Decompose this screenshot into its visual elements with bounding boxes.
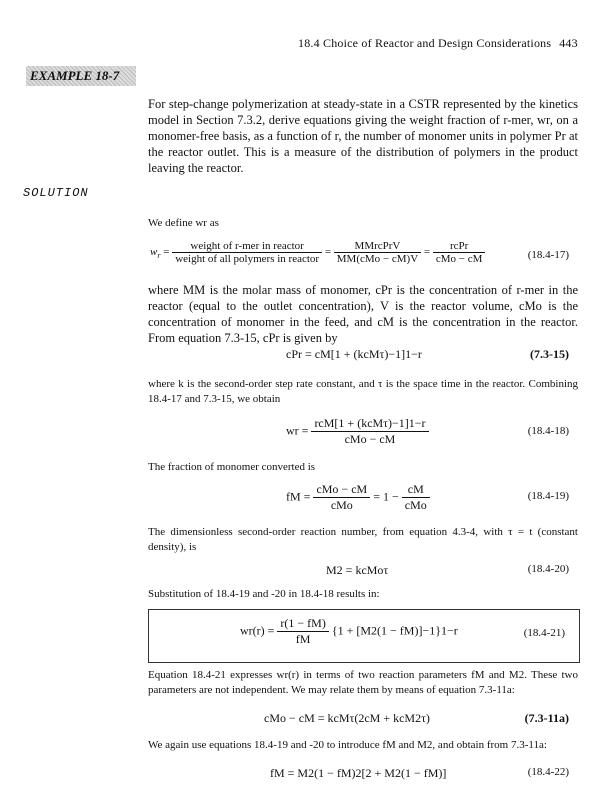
equation-18-4-17: $w_r$ = $\frac{\text{weight of r-mer in reactor}}{\text{weight of all polymers in reactor}}$ = $\frac{\text{MMrcPrV}}{\text{MM(cMo − cM)V}}$ = $\frac{\text{rcPr}}{\text{cMo − cM}}$ bbox=[150, 240, 485, 265]
equation-18-4-21: wr(r) = $\frac{r(1 - fM)}{fM}$ {1 + [M2(1 − fM)]−1}1−r bbox=[240, 616, 458, 646]
eq17-symbol-fraction: $\frac{\text{MMrcPrV}}{\text{MM(cMo − cM)V}}$ bbox=[334, 240, 421, 265]
subst-text: Substitution of 18.4-19 and -20 in 18.4-18 results in: bbox=[148, 588, 380, 600]
eq19-label: (18.4-19) bbox=[527, 490, 569, 502]
equation-18-4-22: fM = M2(1 − fM)2[2 + M2(1 − fM)] bbox=[270, 766, 447, 780]
fraction-text: The fraction of monomer converted is bbox=[148, 461, 316, 473]
equation-7-3-11a: cMo − cM = kcMτ(2cM + kcM2τ) bbox=[264, 711, 430, 725]
define-text: We define wr as bbox=[148, 217, 219, 229]
eq17-label: (18.4-17) bbox=[527, 249, 569, 261]
section-title: 18.4 Choice of Reactor and Design Considerations bbox=[298, 36, 552, 50]
problem-statement: For step-change polymerization at steady-state in a CSTR represented by the kinetics model in Section 7.3.2, derive equations giving the weight fraction of r-mer, wr, on a monomer-free basis, as a function of r, the number of monomer units in polymer Pr at the reactor outlet. This is a measure of the distribution of polymers in the product leaving the reactor. bbox=[148, 97, 578, 175]
eq22-label: (18.4-22) bbox=[527, 766, 569, 778]
eq18-label: (18.4-18) bbox=[527, 425, 569, 437]
eq711a-label: (7.3-11a) bbox=[524, 711, 569, 725]
equation-18-4-19: fM = $\frac{\text{cMo − cM}}{\text{cMo}}$ = 1 − $\frac{cM}{\text{cMo}}$ bbox=[286, 482, 430, 513]
eq7315-label: (7.3-15) bbox=[530, 347, 569, 361]
equation-18-4-18: wr = $\frac{\text{rcM[1 + (kcMτ)−1]1−r}}{\text{cMo − cM}}$ bbox=[286, 416, 429, 447]
express-text: Equation 18.4-21 expresses wr(r) in terms of two reaction parameters fM and M2. These two parameters are not independent. We may relate them by means of equation 7.3-11a: bbox=[148, 669, 578, 696]
equation-18-4-20: M2 = kcMoτ bbox=[326, 563, 389, 577]
again-text: We again use equations 18.4-19 and -20 to introduce fM and M2, and obtain from 7.3-11a: bbox=[148, 739, 547, 751]
where-text: where MM is the molar mass of monomer, cPr is the concentration of r-mer in the reactor (equal to the outlet concentration), V is the reactor volume, cMo is the concentration of monomer in the feed, and cM is the concentration in the reactor. From equation 7.3-15, cPr is given by bbox=[148, 283, 578, 345]
eq20-label: (18.4-20) bbox=[527, 563, 569, 575]
dimless-text: The dimensionless second-order reaction number, from equation 4.3-4, with τ = t (constant density), is bbox=[148, 526, 578, 553]
k-text: where k is the second-order step rate constant, and τ is the space time in the reactor. Combining 18.4-17 and 7.3-15, we obtain bbox=[148, 378, 578, 405]
solution-label: SOLUTION bbox=[23, 186, 89, 200]
eq21-label: (18.4-21) bbox=[523, 627, 565, 639]
example-label: EXAMPLE 18-7 bbox=[26, 66, 136, 86]
running-header bbox=[298, 36, 578, 51]
equation-7-3-15: cPr = cM[1 + (kcMτ)−1]1−r bbox=[286, 347, 422, 361]
page-number: 443 bbox=[559, 36, 578, 50]
eq17-rhs-fraction: $\frac{\text{rcPr}}{\text{cMo − cM}}$ bbox=[433, 240, 486, 265]
eq17-word-fraction: $\frac{\text{weight of r-mer in reactor}}{\text{weight of all polymers in reactor}}$ bbox=[172, 240, 322, 265]
